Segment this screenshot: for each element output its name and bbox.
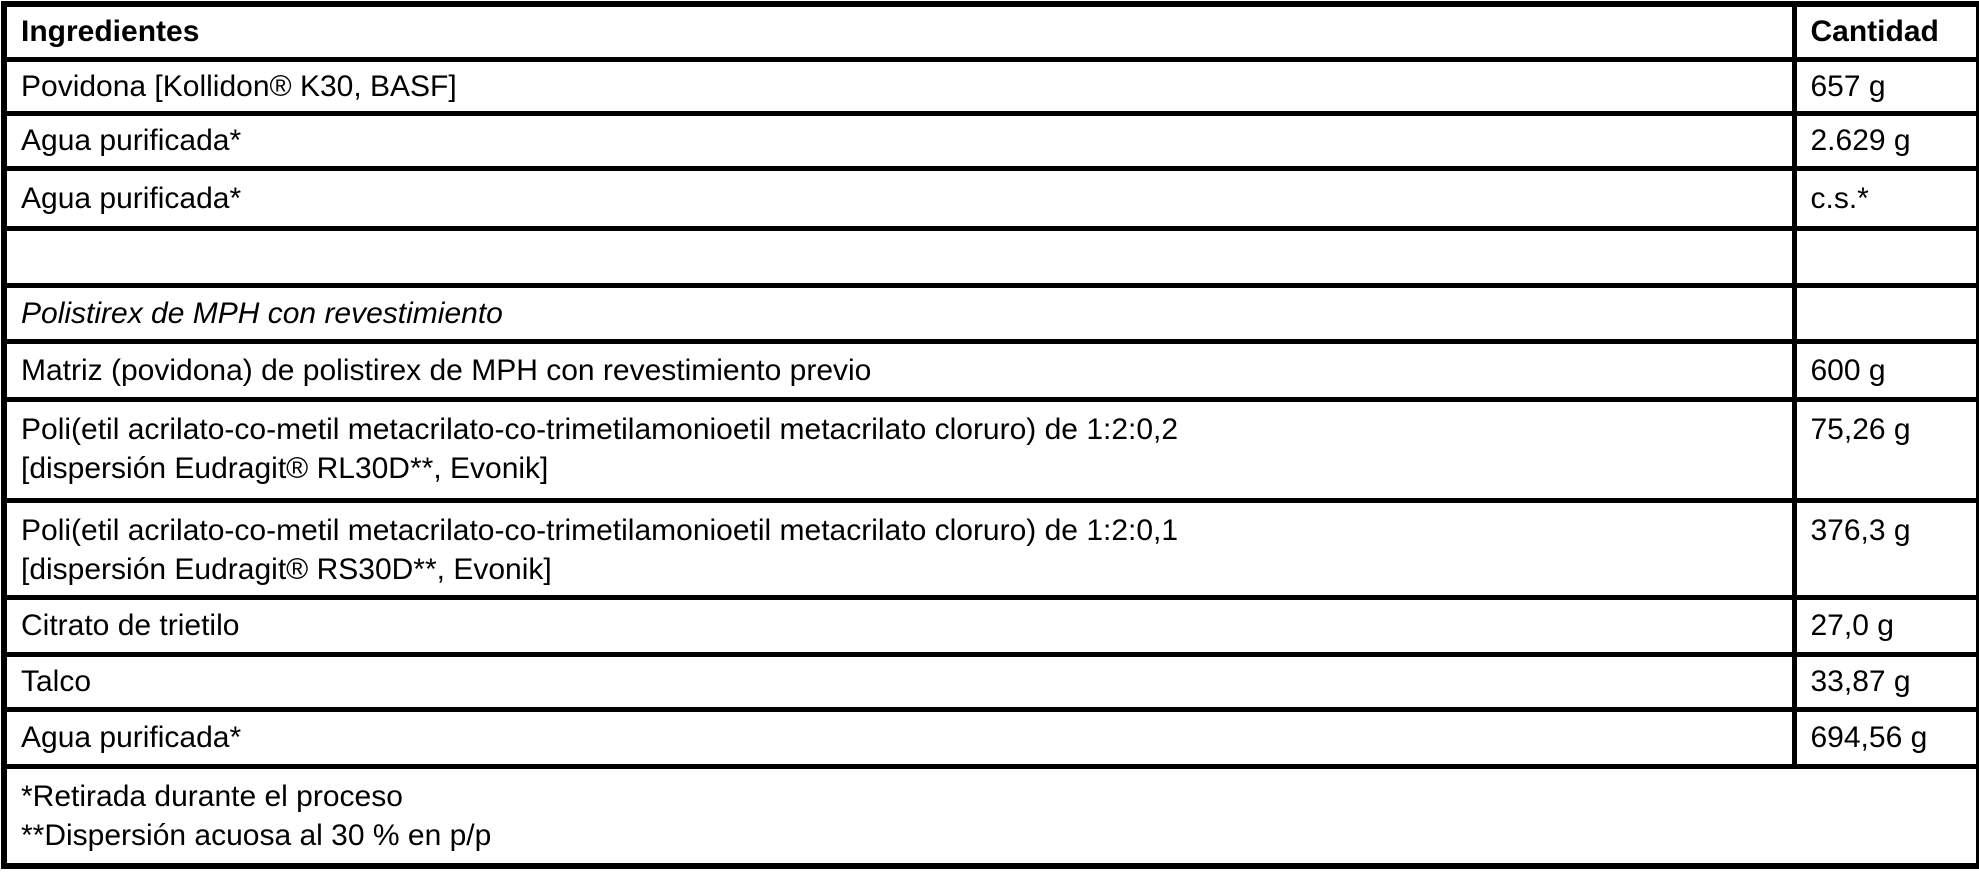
ingredient-line-2: [dispersión Eudragit® RL30D**, Evonik] <box>21 451 549 485</box>
ingredient-cell: Povidona [Kollidon® K30, BASF] <box>4 59 1794 113</box>
ingredient-cell: Talco <box>4 654 1794 709</box>
table-row <box>4 654 1979 709</box>
quantity-cell: 75,26 g <box>1794 399 1979 500</box>
table-row <box>4 500 1979 597</box>
quantity-cell <box>1794 228 1979 285</box>
quantity-cell: 376,3 g <box>1794 500 1979 597</box>
table-section-row <box>4 285 1979 341</box>
ingredient-cell <box>4 228 1794 285</box>
ingredient-cell: Citrato de trietilo <box>4 597 1794 654</box>
ingredient-line-1: Poli(etil acrilato-co-metil metacrilato-co-trimetilamonioetil metacrilato cloruro) de 1:2:0,2 <box>21 412 1179 446</box>
ingredients-quantity-table <box>1 1 1979 869</box>
ingredient-line-2: [dispersión Eudragit® RS30D**, Evonik] <box>21 552 552 586</box>
ingredient-cell <box>4 399 1794 500</box>
quantity-cell: 600 g <box>1794 341 1979 399</box>
quantity-cell: 657 g <box>1794 59 1979 113</box>
quantity-cell: c.s.* <box>1794 168 1979 228</box>
quantity-cell: 33,87 g <box>1794 654 1979 709</box>
table-row <box>4 709 1979 766</box>
table-row-empty <box>4 228 1979 285</box>
table-footnotes-row <box>4 766 1979 866</box>
footnote-line: *Retirada durante el proceso <box>21 779 403 813</box>
table-header-row <box>4 4 1979 59</box>
table-row <box>4 59 1979 113</box>
table-row <box>4 597 1979 654</box>
table-row <box>4 113 1979 168</box>
quantity-cell: 694,56 g <box>1794 709 1979 766</box>
ingredient-line-1: Poli(etil acrilato-co-metil metacrilato-co-trimetilamonioetil metacrilato cloruro) de 1:2:0,1 <box>21 513 1179 547</box>
table-row <box>4 399 1979 500</box>
column-header-cantidad: Cantidad <box>1794 4 1979 59</box>
footnotes-cell <box>4 766 1979 866</box>
section-header-cell: Polistirex de MPH con revestimiento <box>4 285 1794 341</box>
quantity-cell: 27,0 g <box>1794 597 1979 654</box>
ingredient-cell: Matriz (povidona) de polistirex de MPH con revestimiento previo <box>4 341 1794 399</box>
ingredient-cell <box>4 500 1794 597</box>
footnote-line: **Dispersión acuosa al 30 % en p/p <box>21 818 492 852</box>
ingredient-cell: Agua purificada* <box>4 113 1794 168</box>
ingredient-cell: Agua purificada* <box>4 168 1794 228</box>
quantity-cell <box>1794 285 1979 341</box>
table-row <box>4 168 1979 228</box>
ingredient-cell: Agua purificada* <box>4 709 1794 766</box>
table-row <box>4 341 1979 399</box>
column-header-ingredientes: Ingredientes <box>4 4 1794 59</box>
quantity-cell: 2.629 g <box>1794 113 1979 168</box>
